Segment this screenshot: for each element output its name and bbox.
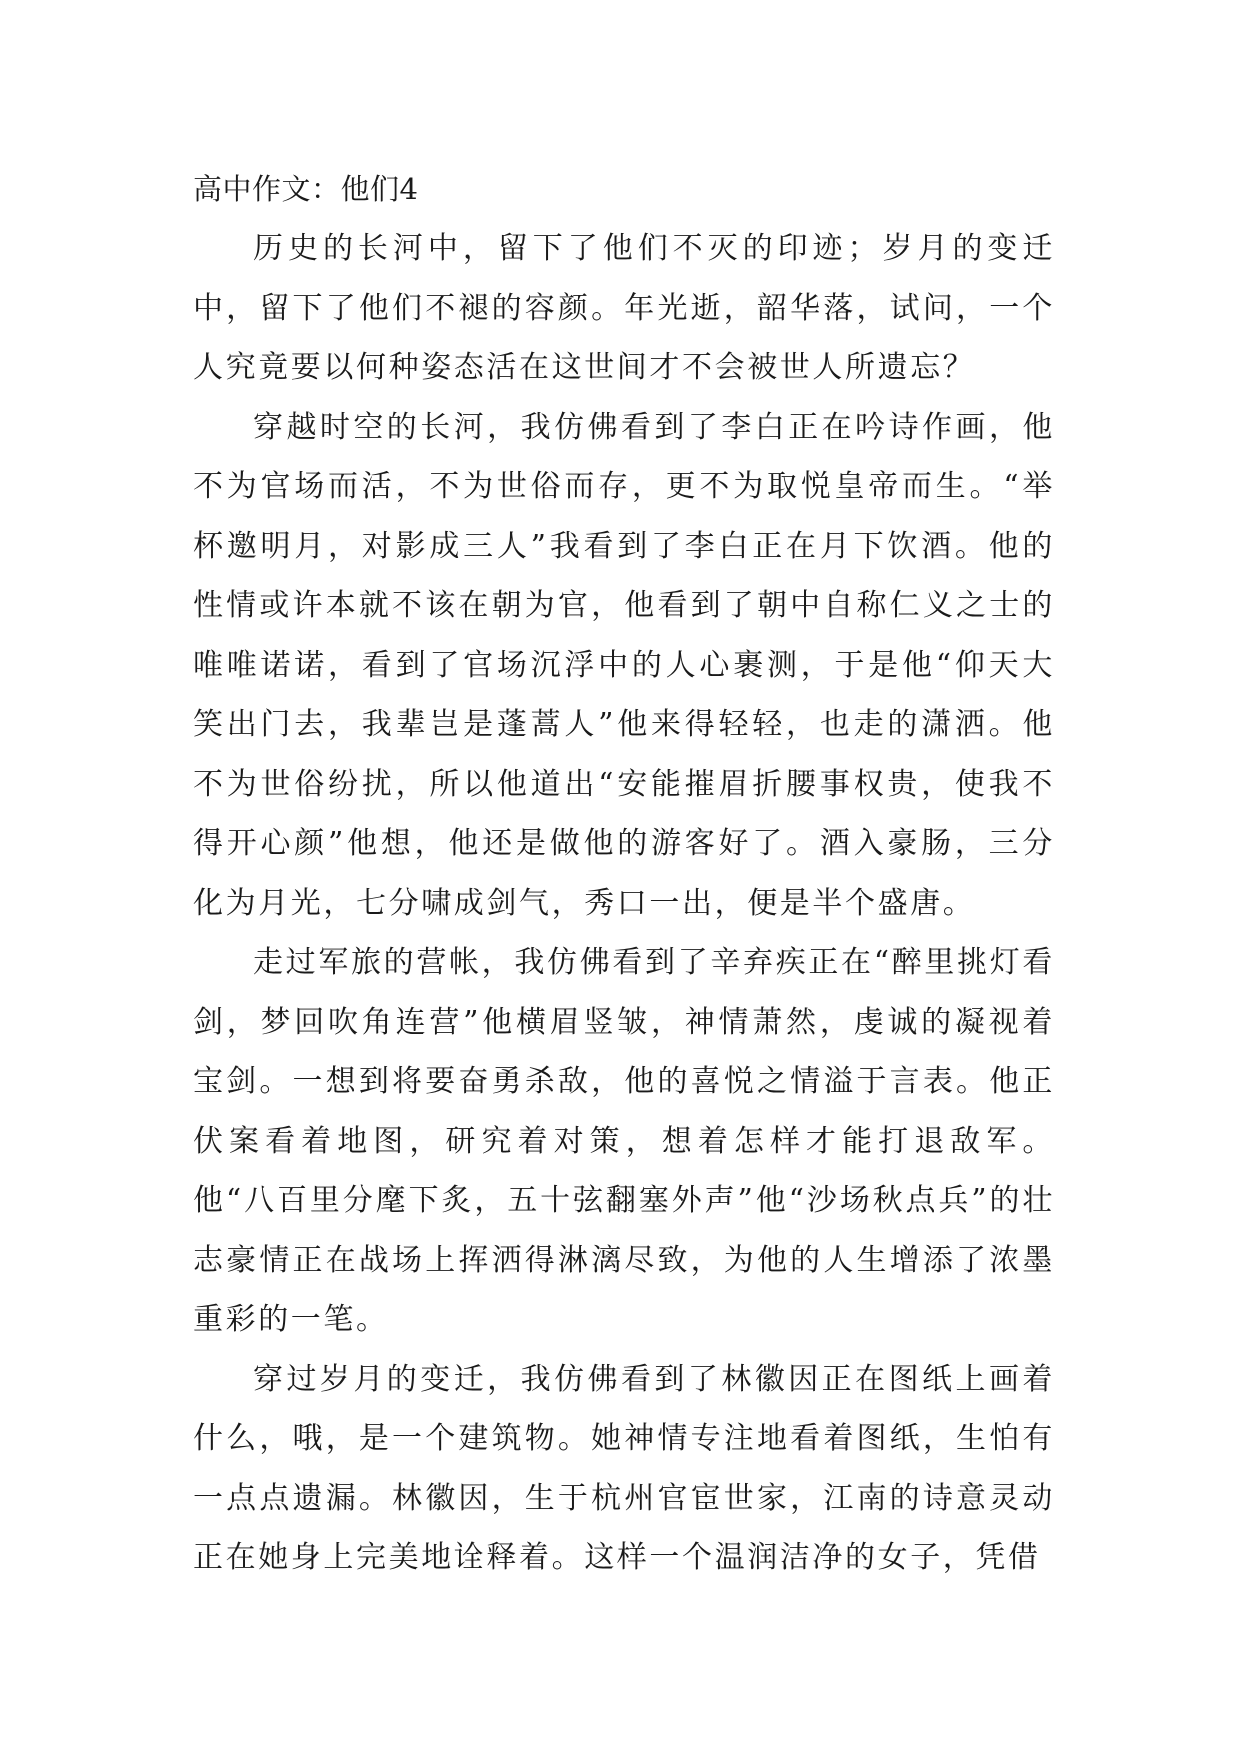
paragraph-intro: 历史的长河中，留下了他们不灭的印迹；岁月的变迁中，留下了他们不褪的容颜。年光逝，韶华落，试问，一个人究竟要以何种姿态活在这世间才不会被世人所遗忘？ [193, 231, 1055, 385]
essay-body [193, 160, 1055, 1588]
paragraph-xin-qiji: 走过军旅的营帐，我仿佛看到了辛弃疾正在“醉里挑灯看剑，梦回吹角连营”他横眉竖皱，神情萧然，虔诚的凝视着宝剑。一想到将要奋勇杀敌，他的喜悦之情溢于言表。他正伏案看着地图，研究着对策，想着怎样才能打退敌军。他“八百里分麾下炙，五十弦翻塞外声”他“沙场秋点兵”的壮志豪情正在战场上挥洒得淋漓尽致，为他的人生增添了浓墨重彩的一笔。 [193, 945, 1055, 1337]
paragraph-li-bai: 穿越时空的长河，我仿佛看到了李白正在吟诗作画，他不为官场而活，不为世俗而存，更不为取悦皇帝而生。“举杯邀明月，对影成三人”我看到了李白正在月下饮酒。他的性情或许本就不该在朝为官，他看到了朝中自称仁义之士的唯唯诺诺，看到了官场沉浮中的人心裹测，于是他“仰天大笑出门去，我辈岂是蓬蒿人”他来得轻轻，也走的潇洒。他不为世俗纷扰，所以他道出“安能摧眉折腰事权贵，使我不得开心颜”他想，他还是做他的游客好了。酒入豪肠，三分化为月光，七分啸成剑气，秀口一出，便是半个盛唐。 [193, 409, 1055, 921]
essay-title: 高中作文：他们4 [193, 172, 419, 206]
paragraph-lin-huiyin: 穿过岁月的变迁，我仿佛看到了林徽因正在图纸上画着什么，哦，是一个建筑物。她神情专注地看着图纸，生怕有一点点遗漏。林徽因，生于杭州官宦世家，江南的诗意灵动正在她身上完美地诠释着。这样一个温润洁净的女子，凭借 [193, 1361, 1055, 1575]
